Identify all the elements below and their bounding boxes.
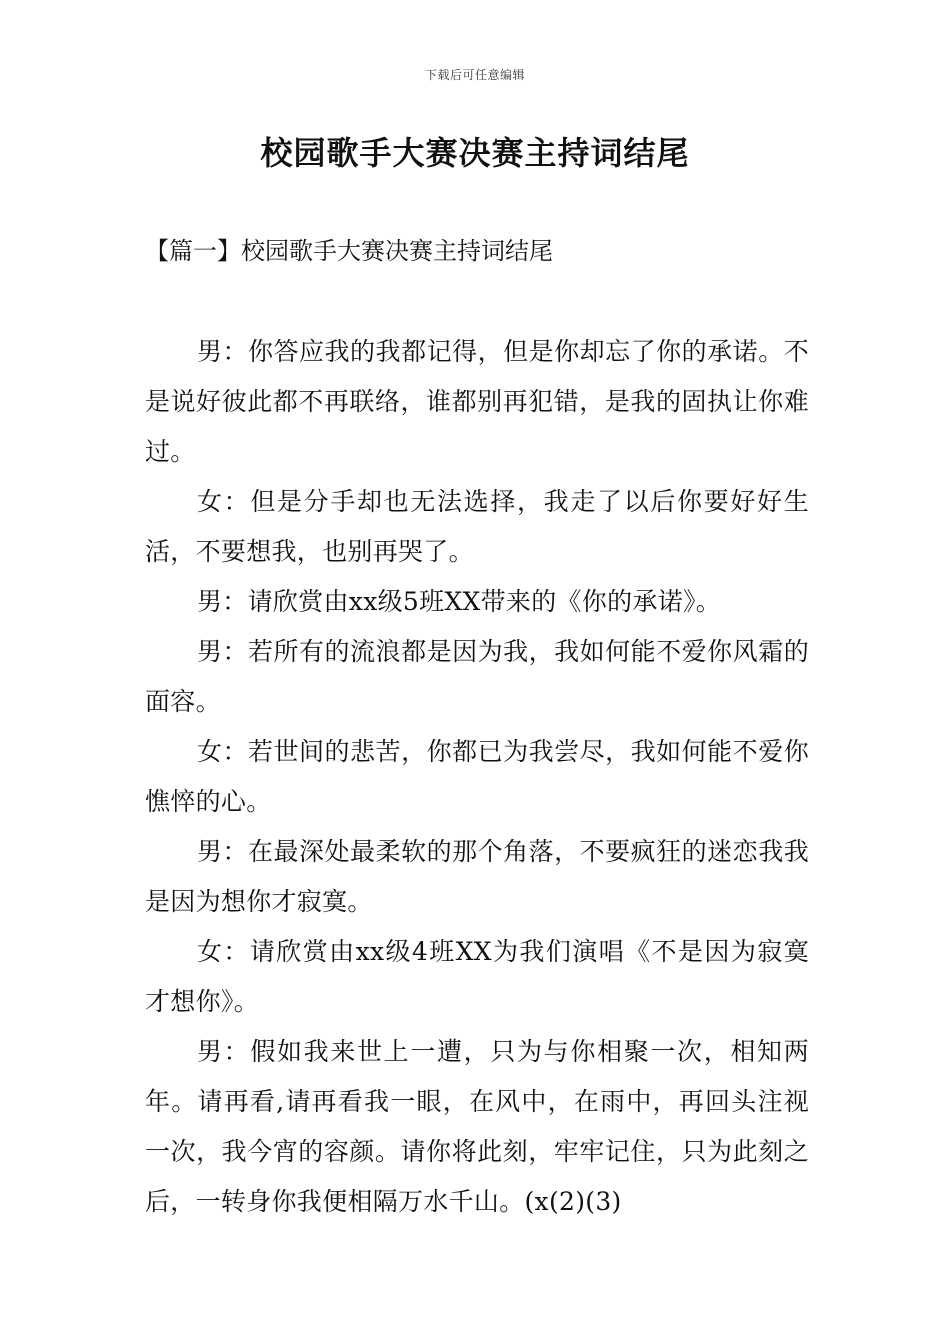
paragraph: 男：假如我来世上一遭，只为与你相聚一次，相知两年。请再看,请再看我一眼，在风中，在雨中，再回头注视一次，我今宵的容颜。请你将此刻，牢牢记住，只为此刻之后，一转身你我便相隔万水千山。(x(2)(3) <box>145 1037 809 1216</box>
paragraph: 男：若所有的流浪都是因为我，我如何能不爱你风霜的面容。 <box>145 637 809 716</box>
paragraph: 男：在最深处最柔软的那个角落，不要疯狂的迷恋我我是因为想你才寂寞。 <box>145 837 809 916</box>
paragraph: 男：你答应我的我都记得，但是你却忘了你的承诺。不是说好彼此都不再联络，谁都别再犯错，是我的固执让你难过。 <box>145 337 809 466</box>
paragraph: 女：请欣赏由xx级4班XX为我们演唱《不是因为寂寞才想你》。 <box>145 937 809 1016</box>
document-title: 校园歌手大赛决赛主持词结尾 <box>260 134 690 172</box>
body-text <box>145 327 809 1227</box>
section-heading: 【篇一】校园歌手大赛决赛主持词结尾 <box>145 237 553 265</box>
paragraph: 女：但是分手却也无法选择，我走了以后你要好好生活，不要想我，也别再哭了。 <box>145 487 809 566</box>
paragraph: 男：请欣赏由xx级5班XX带来的《你的承诺》。 <box>197 587 722 616</box>
paragraph: 女：若世间的悲苦，你都已为我尝尽，我如何能不爱你憔悴的心。 <box>145 737 809 816</box>
header-note: 下载后可任意编辑 <box>424 68 525 82</box>
